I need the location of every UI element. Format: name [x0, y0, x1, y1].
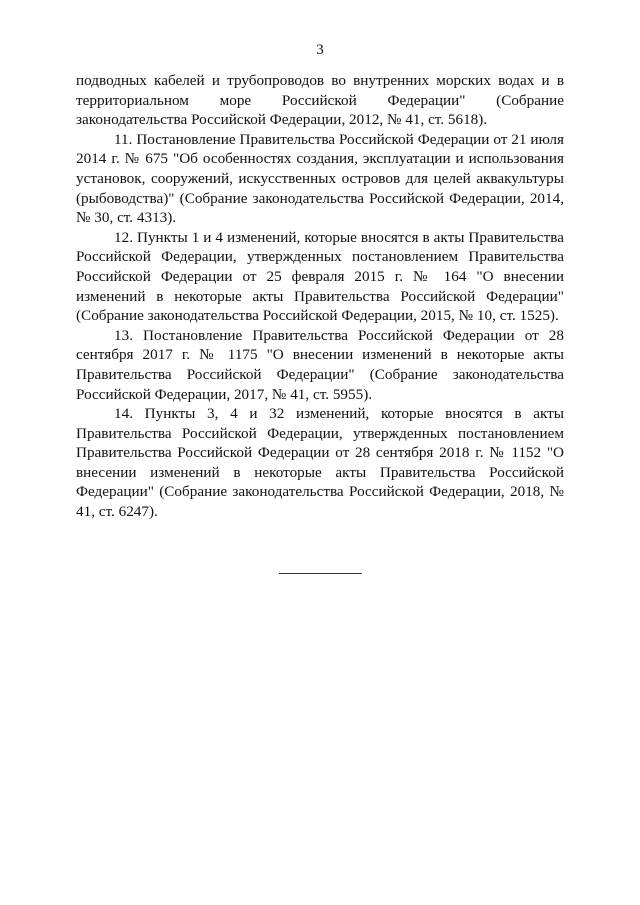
end-divider-line — [279, 573, 362, 574]
document-body — [76, 71, 564, 522]
paragraph-item-14: 14. Пункты 3, 4 и 32 изменений, которые вносятся в акты Правительства Российской Федерации, утвержденных постановлением Правительства Российской Федерации от 28 сентября 2018 г. № 1152 "О внесении изменений в некоторые акты Правительства Российской Федерации" (Собрание законодательства Российской Федерации, 2018, № 41, ст. 6247). — [76, 405, 564, 521]
paragraph-item-13: 13. Постановление Правительства Российской Федерации от 28 сентября 2017 г. № 1175 "О внесении изменений в некоторые акты Правительства Российской Федерации" (Собрание законодательства Российской Федерации, 2017, № 41, ст. 5955). — [76, 326, 564, 403]
paragraph-continuation: подводных кабелей и трубопроводов во внутренних морских водах и в территориальном море Российской Федерации" (Собрание законодательства Российской Федерации, 2012, № 41, ст. 5618). — [76, 72, 564, 129]
page-number: 3 — [316, 42, 324, 58]
paragraph-item-11: 11. Постановление Правительства Российской Федерации от 21 июля 2014 г. № 675 "Об особенностях создания, эксплуатации и использования установок, сооружений, искусственных островов для целей аквакультуры (рыбоводства)" (Собрание законодательства Российской Федерации, 2014, № 30, ст. 4313). — [76, 130, 564, 227]
paragraph-item-12: 12. Пункты 1 и 4 изменений, которые вносятся в акты Правительства Российской Федерации, утвержденных постановлением Правительства Российской Федерации от 25 февраля 2015 г. № 164 "О внесении изменений в некоторые акты Правительства Российской Федерации" (Собрание законодательства Российской Федерации, 2015, № 10, ст. 1525). — [76, 228, 564, 325]
